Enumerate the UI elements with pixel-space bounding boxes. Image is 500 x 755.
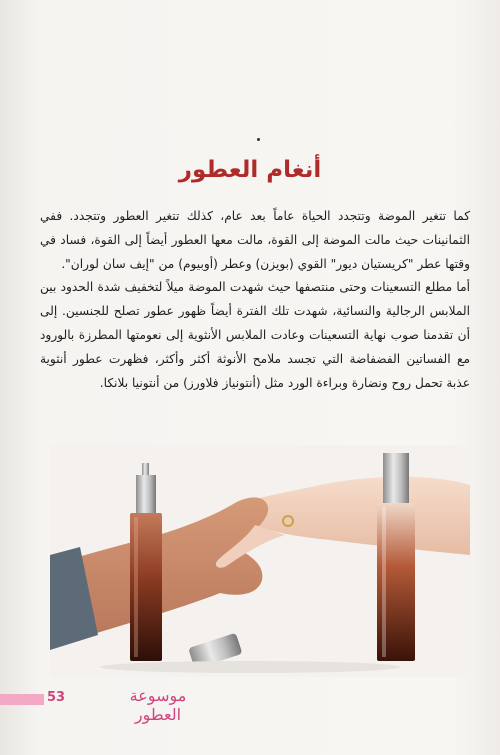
page-title: أنغام العطور (178, 157, 322, 183)
page-number: 53 (47, 690, 66, 705)
paragraph-2: أما مطلع التسعينات وحتى منتصفها حيث شهدت الموضة ميلاً لتخفيف شدة الحدود بين الملابس الرجالية والنسائية، شهدت تلك الفترة أيضاً ظهور عطور تصلح للجنسين. إلى أن تقدمنا صوب نهاية التسعينات وعادت الملابس الأنثوية إلى نعومتها المطرزة بالورود مع الفساتين الفضفاضة التي تجسد ملامح الأنوثة أكثر وأكثر، فظهرت عطور أنثوية عذبة تحمل روح ونضارة وبراءة الورد مثل (أنتونياز فلاورز) من أنتونيا بلانكا. (40, 280, 470, 390)
footer-accent-bar (0, 694, 44, 705)
decorative-dot (257, 138, 260, 141)
paragraph-1: كما تتغير الموضة وتتجدد الحياة عاماً بعد عام، كذلك تتغير العطور وتتجدد. ففي الثمانينات حيث مالت الموضة إلى القوة، مالت معها العطور أيضاً إلى القوة، فساد في وقتها عطر "كريستيان ديور" القوي (بويزن) وعطر (أوبيوم) من "إيف سان لوران". (40, 209, 470, 271)
book-title: موسوعة العطور (129, 686, 187, 724)
article-body (40, 205, 470, 395)
perfume-illustration (50, 445, 470, 677)
perfume-photo (50, 445, 470, 677)
